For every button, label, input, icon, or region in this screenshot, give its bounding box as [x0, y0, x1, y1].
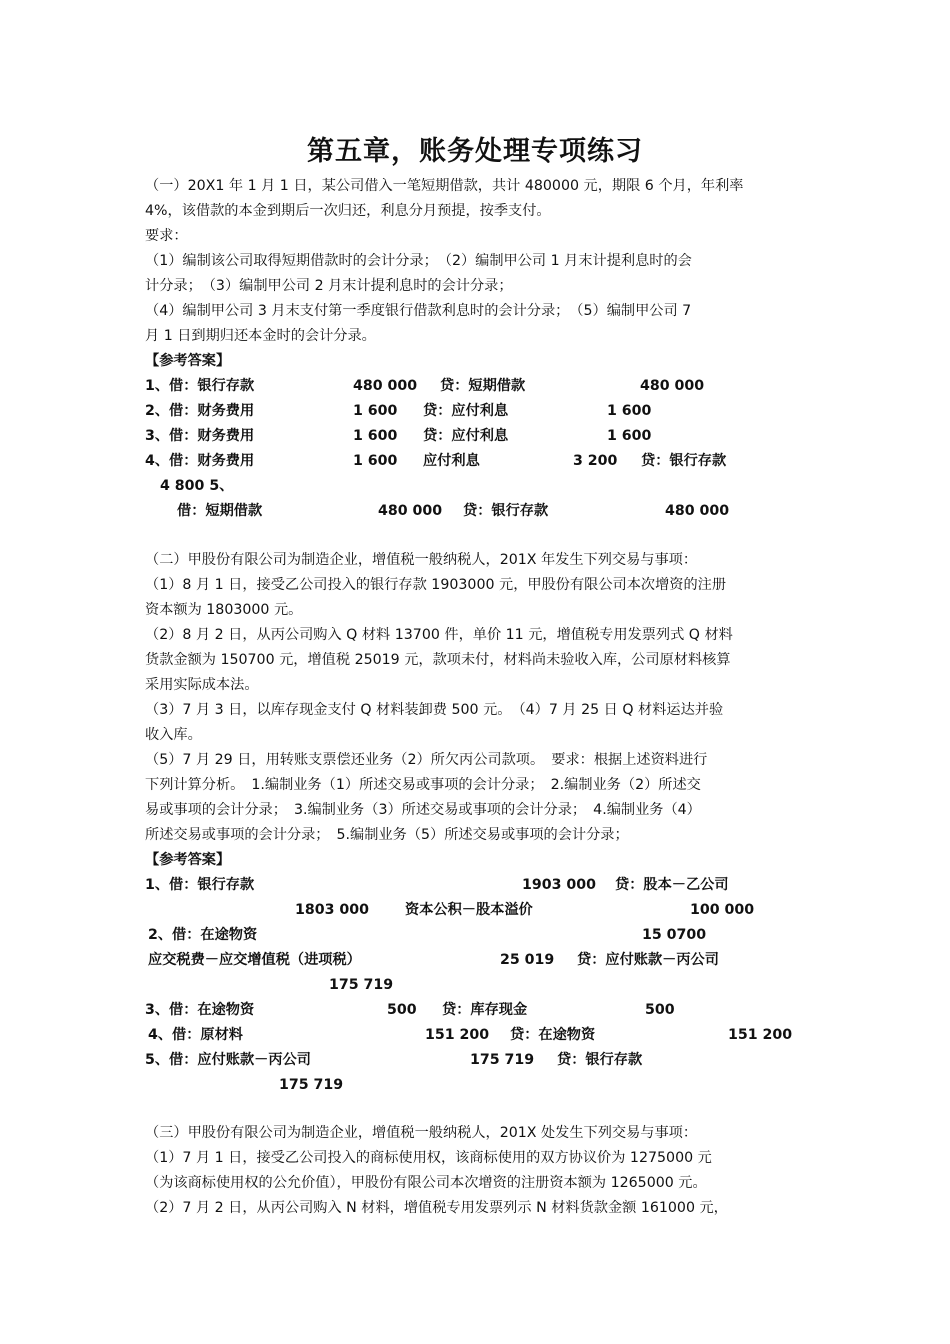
entry-account: 2、借：在途物资: [148, 927, 258, 943]
s2-line-5: 货款金额为 150700 元，增值税 25019 元，款项未付，材料尚未验收入库，公司原材料核算: [145, 652, 731, 668]
s2-line-2: （1）8 月 1 日，接受乙公司投入的银行存款 1903000 元，甲股份有限公司本次增资的注册: [145, 577, 727, 593]
s1-line-2: 4%，该借款的本金到期后一次归还，利息分月预提，按季支付。: [145, 203, 551, 219]
s3-line-4: （2）7 月 2 日，从丙公司购入 N 材料，增值税专用发票列示 N 材料货款金额 161000 元，: [145, 1200, 728, 1216]
entry-account: 贷：短期借款: [440, 378, 526, 394]
entry-account: 4、借：原材料: [148, 1027, 243, 1043]
s2-line-8: 收入库。: [145, 727, 202, 743]
entry-account: 贷：银行存款: [641, 453, 727, 469]
s2-line-1: （二）甲股份有限公司为制造企业，增值税一般纳税人，201X 年发生下列交易与事项：: [145, 552, 698, 568]
s1-line-6: （4）编制甲公司 3 月末支付第一季度银行借款利息时的会计分录； （5）编制甲公司 7: [145, 303, 692, 319]
entry-account: 5、借：应付账款－丙公司: [145, 1052, 311, 1068]
entry-amount: 500: [387, 1002, 417, 1018]
entry-amount: 151 200: [425, 1027, 490, 1043]
entry-account: 3、借：财务费用: [145, 428, 255, 444]
s1-line-5: 计分录； （3）编制甲公司 2 月末计提利息时的会计分录；: [145, 278, 513, 294]
s1-entry-4-continued: 4 800 5、: [160, 478, 234, 494]
entry-account: 2、借：财务费用: [145, 403, 255, 419]
entry-account: 贷：应付利息: [423, 403, 509, 419]
s2-line-4: （2）8 月 2 日，从丙公司购入 Q 材料 13700 件，单价 11 元，增值税专用发票列式 Q 材料: [145, 627, 733, 643]
entry-amount: 1 600: [353, 403, 398, 419]
s3-line-3: （为该商标使用权的公允价值），甲股份有限公司本次增资的注册资本额为 1265000 元。: [145, 1175, 707, 1191]
entry-amount: 175 719: [470, 1052, 535, 1068]
entry-account: 贷：股本－乙公司: [615, 877, 729, 893]
entry-account: 4、借：财务费用: [145, 453, 255, 469]
entry-amount: 1 600: [607, 428, 652, 444]
entry-amount: 1803 000: [295, 902, 370, 918]
entry-account: 贷：应付账款－丙公司: [577, 952, 719, 968]
s3-line-2: （1）7 月 1 日，接受乙公司投入的商标使用权，该商标使用的双方协议价为 1275000 元: [145, 1150, 712, 1166]
entry-amount: 480 000: [353, 378, 418, 394]
entry-account: 贷：应付利息: [423, 428, 509, 444]
s2-line-6: 采用实际成本法。: [145, 677, 259, 693]
s2-line-9: （5）7 月 29 日，用转账支票偿还业务（2）所欠丙公司款项。 要求：根据上述资料进行: [145, 752, 708, 768]
entry-account: 应付利息: [423, 453, 480, 469]
entry-amount: 1903 000: [522, 877, 597, 893]
s1-line-7: 月 1 日到期归还本金时的会计分录。: [145, 328, 376, 344]
entry-account: 贷：银行存款: [463, 503, 549, 519]
entry-amount: 500: [645, 1002, 675, 1018]
entry-account: 资本公积－股本溢价: [405, 902, 533, 918]
entry-amount: 480 000: [665, 503, 730, 519]
s2-line-12: 所述交易或事项的会计分录； 5.编制业务（5）所述交易或事项的会计分录；: [145, 827, 629, 843]
s3-line-1: （三）甲股份有限公司为制造企业，增值税一般纳税人，201X 处发生下列交易与事项：: [145, 1125, 698, 1141]
entry-amount: 3 200: [573, 453, 618, 469]
entry-amount: 1 600: [353, 453, 398, 469]
entry-account: 3、借：在途物资: [145, 1002, 255, 1018]
s1-line-3: 要求：: [145, 228, 188, 244]
s2-line-7: （3）7 月 3 日，以库存现金支付 Q 材料装卸费 500 元。 （4）7 月 25 日 Q 材料运达并验: [145, 702, 724, 718]
entry-account: 贷：在途物资: [510, 1027, 596, 1043]
entry-amount: 1 600: [607, 403, 652, 419]
s2-line-3: 资本额为 1803000 元。: [145, 602, 303, 618]
entry-amount: 15 0700: [642, 927, 707, 943]
entry-account: 贷：库存现金: [442, 1002, 528, 1018]
entry-amount: 100 000: [690, 902, 755, 918]
entry-account: 1、借：银行存款: [145, 877, 255, 893]
s1-reference-answer-heading: 【参考答案】: [145, 353, 231, 369]
s2-line-11: 易或事项的会计分录； 3.编制业务（3）所述交易或事项的会计分录； 4.编制业务（4）: [145, 802, 701, 818]
entry-amount: 480 000: [378, 503, 443, 519]
s1-line-1: （一）20X1 年 1 月 1 日，某公司借入一笔短期借款，共计 480000 元，期限 6 个月，年利率: [145, 178, 744, 194]
entry-account: 应交税费－应交增值税（进项税）: [148, 952, 361, 968]
page-title: 第五章，账务处理专项练习: [307, 136, 643, 167]
entry-amount: 151 200: [728, 1027, 793, 1043]
entry-amount: 1 600: [353, 428, 398, 444]
s2-line-10: 下列计算分析。 1.编制业务（1）所述交易或事项的会计分录； 2.编制业务（2）所述交: [145, 777, 701, 793]
entry-amount: 480 000: [640, 378, 705, 394]
entry-account: 1、借：银行存款: [145, 378, 255, 394]
s2-entry-2-amount: 175 719: [329, 977, 394, 993]
entry-amount: 25 019: [500, 952, 555, 968]
s1-line-4: （1）编制该公司取得短期借款时的会计分录； （2）编制甲公司 1 月末计提利息时的会: [145, 253, 692, 269]
entry-account: 借：短期借款: [177, 503, 263, 519]
s2-entry-5-amount: 175 719: [279, 1077, 344, 1093]
entry-account: 贷：银行存款: [557, 1052, 643, 1068]
s2-reference-answer-heading: 【参考答案】: [145, 852, 231, 868]
